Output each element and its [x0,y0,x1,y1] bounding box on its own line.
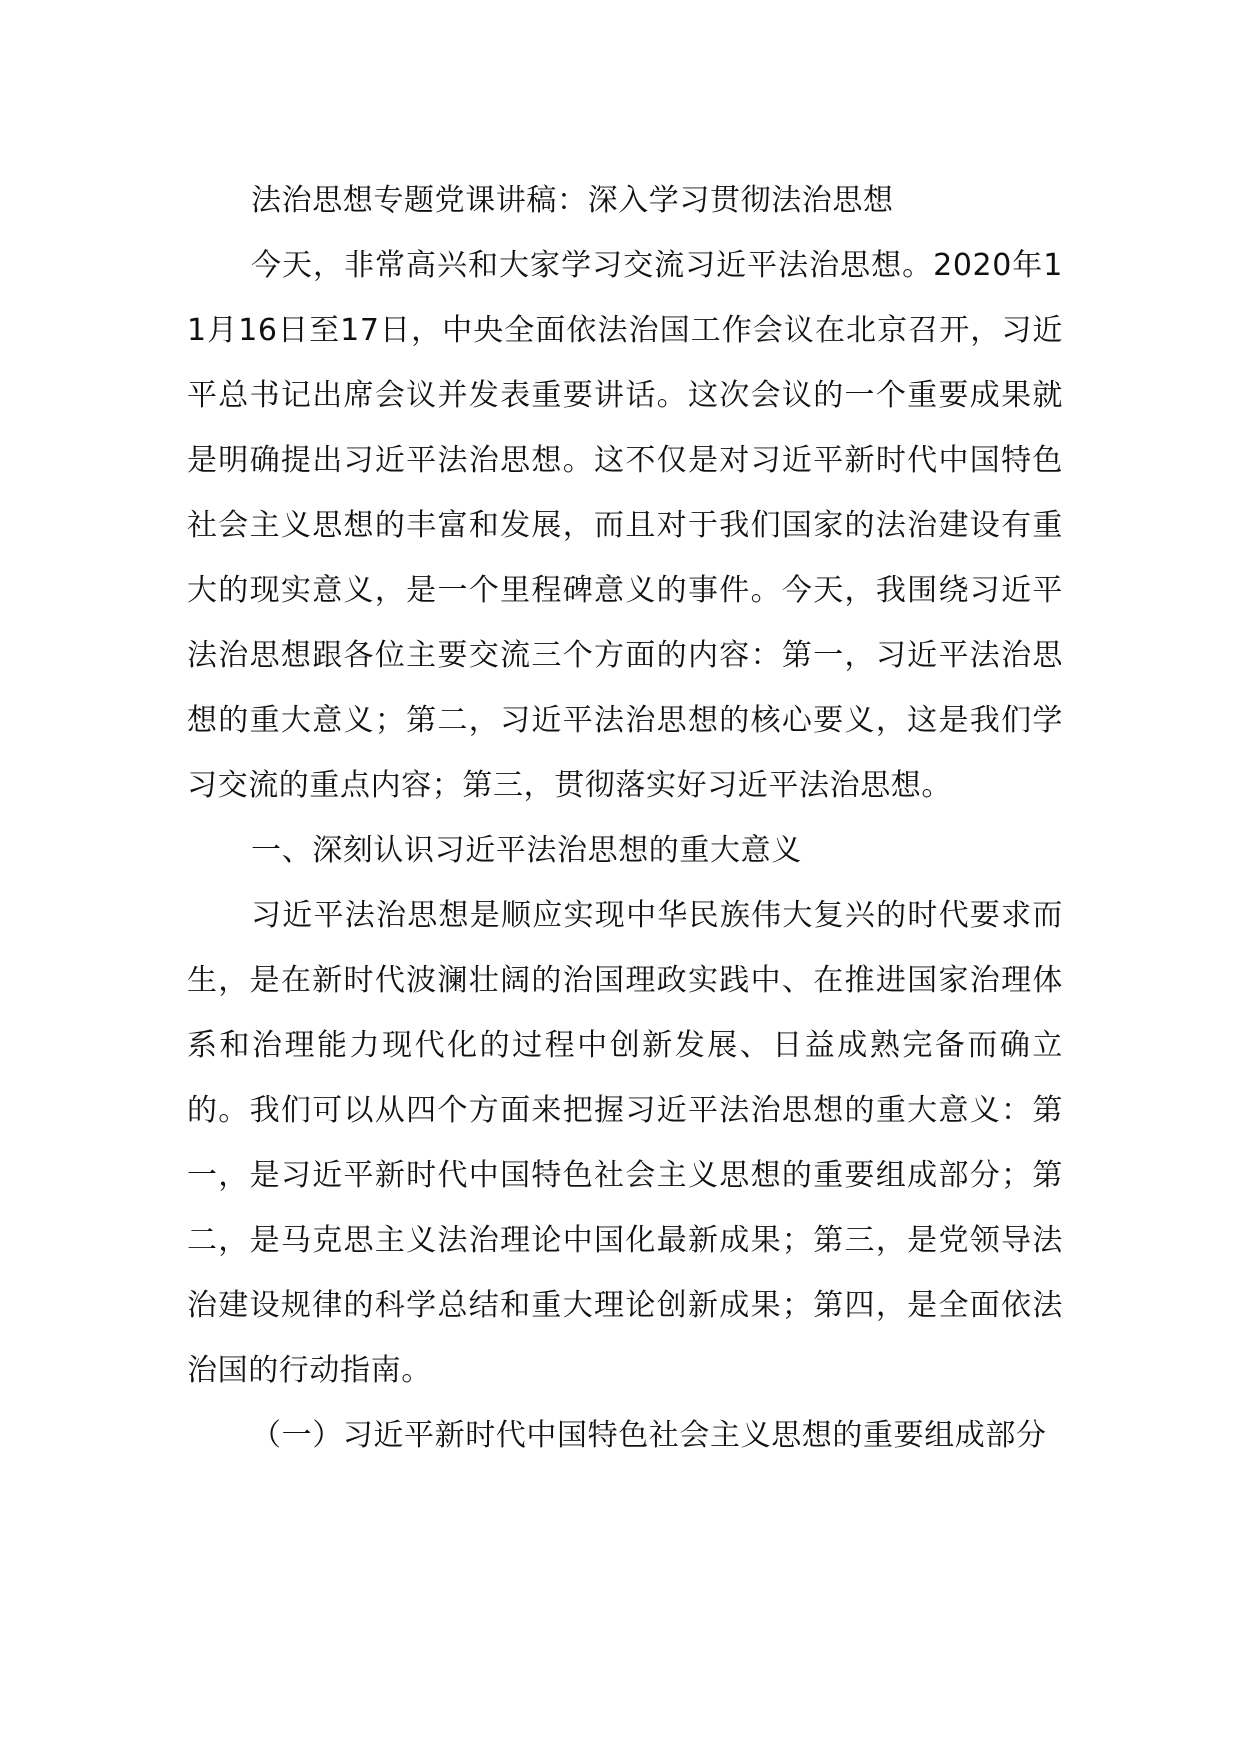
section-1-paragraph: 习近平法治思想是顺应实现中华民族伟大复兴的时代要求而生，是在新时代波澜壮阔的治国理政实践中、在推进国家治理体系和治理能力现代化的过程中创新发展、日益成熟完备而确立的。我们可以从四个方面来把握习近平法治思想的重大意义：第一，是习近平新时代中国特色社会主义思想的重要组成部分；第二，是马克思主义法治理论中国化最新成果；第三，是党领导法治建设规律的科学总结和重大理论创新成果；第四，是全面依法治国的行动指南。 [187,898,1063,1388]
document-body [187,168,1063,1468]
intro-paragraph: 今天，非常高兴和大家学习交流习近平法治思想。2020年11月16日至17日，中央全面依法治国工作会议在北京召开，习近平总书记出席会议并发表重要讲话。这次会议的一个重要成果就是明确提出习近平法治思想。这不仅是对习近平新时代中国特色社会主义思想的丰富和发展，而且对于我们国家的法治建设有重大的现实意义，是一个里程碑意义的事件。今天，我围绕习近平法治思想跟各位主要交流三个方面的内容：第一，习近平法治思想的重大意义；第二，习近平法治思想的核心要义，这是我们学习交流的重点内容；第三，贯彻落实好习近平法治思想。 [187,248,1063,803]
section-heading-1: 一、深刻认识习近平法治思想的重大意义 [251,833,802,868]
subsection-heading-1: （一）习近平新时代中国特色社会主义思想的重要组成部分 [251,1418,1047,1453]
document-title: 法治思想专题党课讲稿：深入学习贯彻法治思想 [251,183,894,218]
